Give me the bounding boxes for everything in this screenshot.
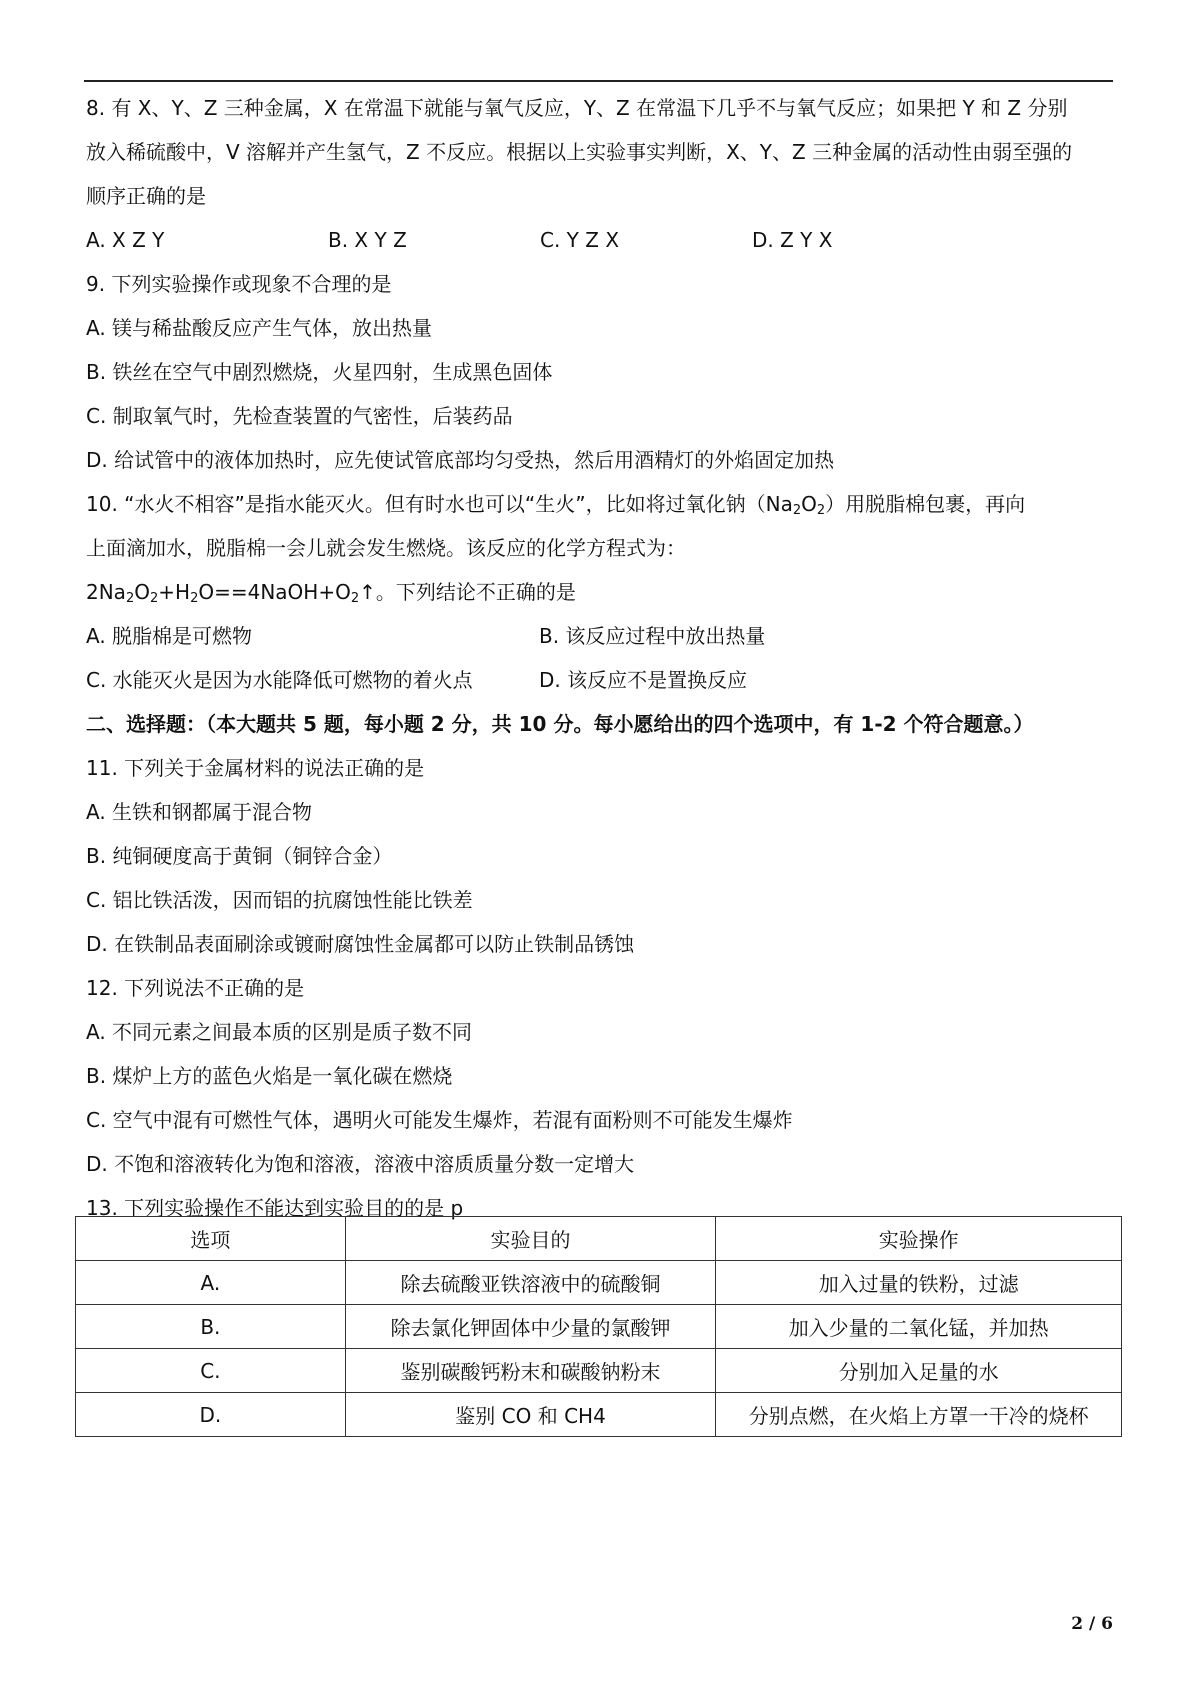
question-10-options-row-2 — [86, 658, 1116, 702]
section-2-heading: 二、选择题：（本大题共 5 题，每小题 2 分，共 10 分。每小愿给出的四个选项中，有 1-2 个符合题意。） — [86, 712, 1034, 736]
table-cell: A. — [76, 1261, 346, 1305]
question-13-stem: 13. 下列实验操作不能达到实验目的的是 p — [86, 1196, 464, 1220]
equation-text: +H — [158, 580, 191, 604]
table-row — [76, 1261, 1122, 1305]
equation-text: ↑。下列结论不正确的是 — [359, 580, 576, 604]
question-9-option-c: C. 制取氧气时，先检查装置的气密性，后装药品 — [86, 404, 513, 428]
question-11-option-b: B. 纯铜硬度高于黄铜（铜锌合金） — [86, 844, 393, 868]
question-11-option-a: A. 生铁和钢都属于混合物 — [86, 800, 313, 824]
equation-text: O==4NaOH+O — [198, 580, 351, 604]
table-row — [76, 1305, 1122, 1349]
header-rule — [84, 80, 1113, 82]
table-row — [76, 1393, 1122, 1437]
question-10-stem-line-2: 上面滴加水，脱脂棉一会儿就会发生燃烧。该反应的化学方程式为： — [86, 536, 686, 560]
table-cell: 加入少量的二氧化锰，并加热 — [716, 1305, 1122, 1349]
question-8 — [86, 86, 1116, 262]
subscript: 2 — [190, 591, 199, 606]
equation-text: 2Na — [86, 580, 126, 604]
subscript: 2 — [792, 503, 802, 518]
question-9-option-b: B. 铁丝在空气中剧烈燃烧，火星四射，生成黑色固体 — [86, 360, 553, 384]
question-9 — [86, 262, 1116, 482]
table-cell: 分别点燃，在火焰上方罩一干冷的烧杯 — [716, 1393, 1122, 1437]
question-8-stem-line-1: 8. 有 X、Y、Z 三种金属，X 在常温下就能与氧气反应，Y、Z 在常温下几乎不与氧气反应；如果把 Y 和 Z 分别 — [86, 96, 1068, 120]
subscript: 2 — [125, 591, 135, 606]
subscript: 2 — [350, 591, 360, 606]
question-11-option-d: D. 在铁制品表面刷涂或镀耐腐蚀性金属都可以防止铁制品锈蚀 — [86, 932, 635, 956]
question-8-option-d: D. Z Y X — [752, 228, 833, 252]
table-header-purpose: 实验目的 — [345, 1217, 716, 1261]
table-cell: C. — [76, 1349, 346, 1393]
question-12-option-c: C. 空气中混有可燃性气体，遇明火可能发生爆炸，若混有面粉则不可能发生爆炸 — [86, 1108, 793, 1132]
equation-text: O — [134, 580, 150, 604]
question-10-text: ）用脱脂棉包裹，再向 — [825, 492, 1026, 516]
table-cell: 分别加入足量的水 — [716, 1349, 1122, 1393]
question-10-text: O — [801, 492, 817, 516]
subscript: 2 — [816, 503, 826, 518]
question-11-option-c: C. 铝比铁活泼，因而铝的抗腐蚀性能比铁差 — [86, 888, 473, 912]
question-10-equation — [86, 570, 1116, 614]
table-cell: 鉴别 CO 和 CH4 — [345, 1393, 716, 1437]
question-8-option-b: B. X Y Z — [328, 228, 407, 252]
question-12-stem: 12. 下列说法不正确的是 — [86, 976, 305, 1000]
question-10-option-c: C. 水能灭火是因为水能降低可燃物的着火点 — [86, 668, 473, 692]
table-row — [76, 1349, 1122, 1393]
question-12-option-d: D. 不饱和溶液转化为饱和溶液，溶液中溶质质量分数一定增大 — [86, 1152, 635, 1176]
question-10-option-a: A. 脱脂棉是可燃物 — [86, 624, 253, 648]
question-12-option-a: A. 不同元素之间最本质的区别是质子数不同 — [86, 1020, 473, 1044]
table-header-option: 选项 — [76, 1217, 346, 1261]
question-9-option-a: A. 镁与稀盐酸反应产生气体，放出热量 — [86, 316, 433, 340]
table-cell: 除去硫酸亚铁溶液中的硫酸铜 — [345, 1261, 716, 1305]
question-8-stem-line-3: 顺序正确的是 — [86, 184, 206, 208]
question-11-stem: 11. 下列关于金属材料的说法正确的是 — [86, 756, 425, 780]
question-8-option-a: A. X Z Y — [86, 228, 165, 252]
question-12-option-b: B. 煤炉上方的蓝色火焰是一氧化碳在燃烧 — [86, 1064, 453, 1088]
question-10-option-b: B. 该反应过程中放出热量 — [539, 624, 766, 648]
question-9-option-d: D. 给试管中的液体加热时，应先使试管底部均匀受热，然后用酒精灯的外焰固定加热 — [86, 448, 835, 472]
table-cell: D. — [76, 1393, 346, 1437]
table-header-row — [76, 1217, 1122, 1261]
question-10-option-d: D. 该反应不是置换反应 — [539, 668, 748, 692]
subscript: 2 — [149, 591, 159, 606]
experiment-table — [75, 1216, 1122, 1437]
question-10-text: 10. “水火不相容”是指水能灭火。但有时水也可以“生火”，比如将过氧化钠（Na — [86, 492, 793, 516]
exam-content — [86, 86, 1116, 1230]
page-number: 2 / 6 — [1071, 1614, 1113, 1634]
question-8-stem-line-2: 放入稀硫酸中，V 溶解并产生氢气，Z 不反应。根据以上实验事实判断，X、Y、Z 三种金属的活动性由弱至强的 — [86, 140, 1073, 164]
table-cell: 鉴别碳酸钙粉末和碳酸钠粉末 — [345, 1349, 716, 1393]
question-10 — [86, 482, 1116, 702]
table-cell: B. — [76, 1305, 346, 1349]
table-cell: 加入过量的铁粉，过滤 — [716, 1261, 1122, 1305]
question-10-options-row-1 — [86, 614, 1116, 658]
question-11 — [86, 746, 1116, 966]
question-8-option-c: C. Y Z X — [540, 228, 620, 252]
question-8-options — [86, 218, 1116, 262]
table-header-operation: 实验操作 — [716, 1217, 1122, 1261]
question-9-stem: 9. 下列实验操作或现象不合理的是 — [86, 272, 392, 296]
question-10-stem-line-1 — [86, 482, 1116, 526]
table-cell: 除去氯化钾固体中少量的氯酸钾 — [345, 1305, 716, 1349]
question-12 — [86, 966, 1116, 1186]
